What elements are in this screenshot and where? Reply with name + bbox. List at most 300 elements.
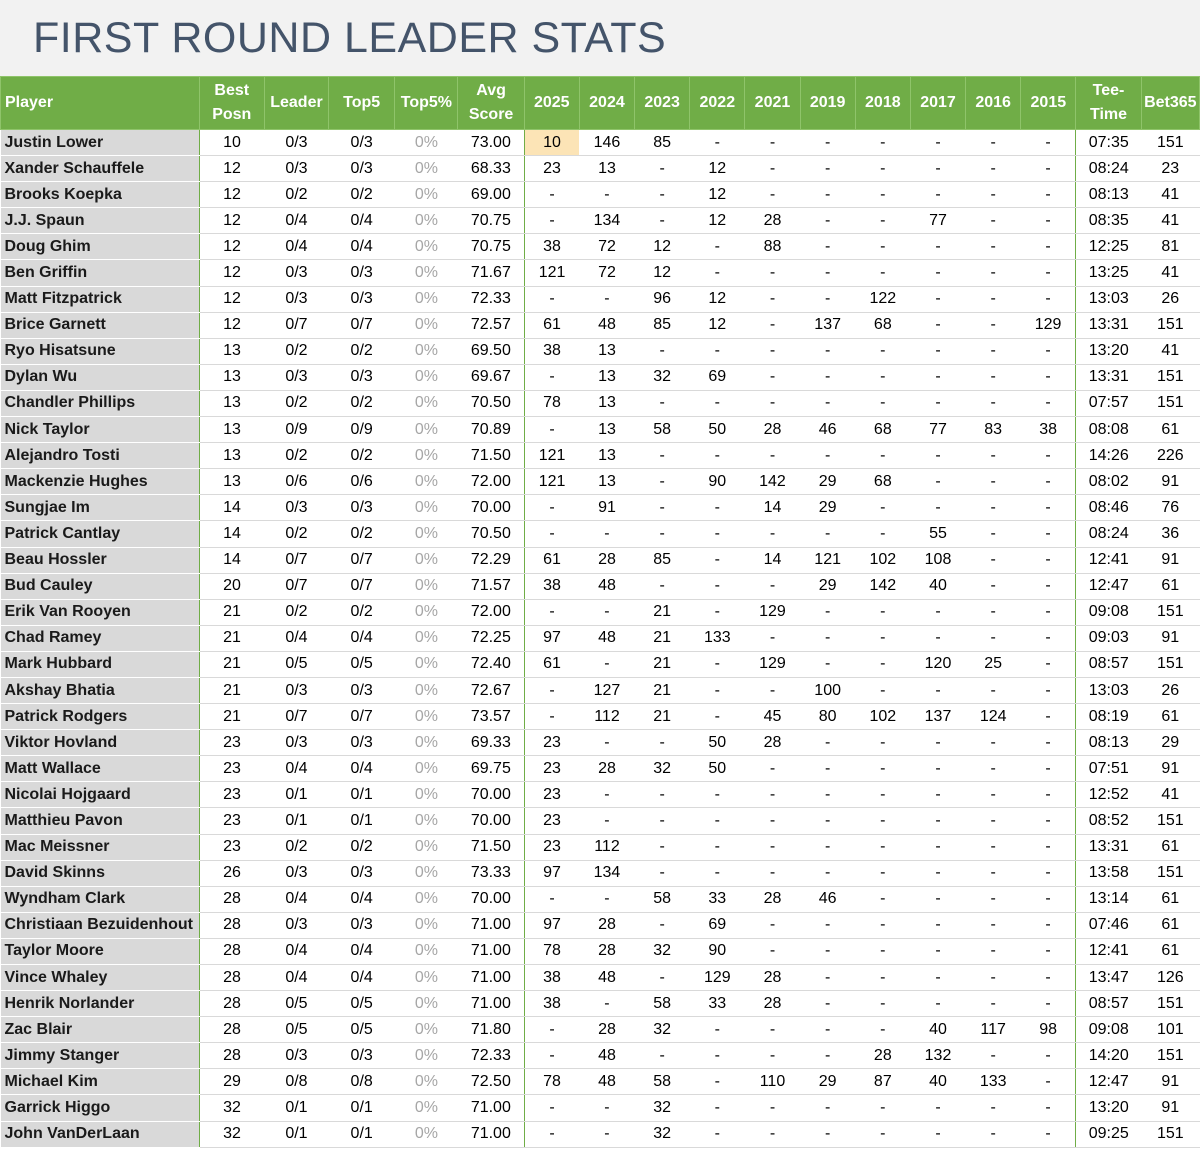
cell-y2019: - — [800, 651, 855, 677]
cell-player[interactable]: Henrik Norlander — [1, 991, 200, 1017]
cell-y2016: - — [966, 677, 1021, 703]
cell-y2015: - — [1021, 469, 1076, 495]
cell-y2021: - — [745, 573, 800, 599]
cell-y2016: - — [966, 260, 1021, 286]
cell-avg-score: 73.57 — [458, 704, 524, 730]
cell-best-posn: 12 — [199, 208, 264, 234]
cell-leader: 0/5 — [264, 651, 328, 677]
cell-y2018: 28 — [855, 1043, 910, 1069]
cell-player[interactable]: Matt Wallace — [1, 756, 200, 782]
cell-y2019: 80 — [800, 704, 855, 730]
cell-y2024: - — [579, 782, 634, 808]
cell-player[interactable]: Nick Taylor — [1, 417, 200, 443]
cell-avg-score: 72.57 — [458, 312, 524, 338]
cell-best-posn: 28 — [199, 912, 264, 938]
cell-y2015: - — [1021, 234, 1076, 260]
cell-avg-score: 71.80 — [458, 1017, 524, 1043]
cell-tee-time: 09:08 — [1076, 599, 1141, 625]
cell-y2016: 124 — [966, 704, 1021, 730]
cell-top5: 0/7 — [329, 573, 395, 599]
cell-y2025: - — [524, 521, 579, 547]
cell-player[interactable]: Brooks Koepka — [1, 182, 200, 208]
cell-y2025: - — [524, 286, 579, 312]
cell-y2025: - — [524, 1017, 579, 1043]
cell-tee-time: 08:13 — [1076, 182, 1141, 208]
cell-y2017: 40 — [910, 573, 965, 599]
cell-y2018: - — [855, 130, 910, 156]
cell-avg-score: 71.00 — [458, 1121, 524, 1147]
cell-y2018: - — [855, 208, 910, 234]
cell-best-posn: 23 — [199, 808, 264, 834]
cell-player[interactable]: Xander Schauffele — [1, 156, 200, 182]
cell-y2024: 13 — [579, 469, 634, 495]
cell-player[interactable]: Dylan Wu — [1, 364, 200, 390]
cell-y2023: - — [635, 390, 690, 416]
cell-tee-time: 08:35 — [1076, 208, 1141, 234]
header-2018[interactable]: 2018 — [855, 77, 910, 130]
cell-player[interactable]: Akshay Bhatia — [1, 677, 200, 703]
cell-y2019: - — [800, 1121, 855, 1147]
cell-y2024: - — [579, 599, 634, 625]
cell-y2016: - — [966, 208, 1021, 234]
cell-y2025: 61 — [524, 651, 579, 677]
cell-y2022: 129 — [690, 965, 745, 991]
cell-top5-pct: 0% — [395, 338, 458, 364]
cell-y2019: - — [800, 782, 855, 808]
cell-tee-time: 13:20 — [1076, 1095, 1141, 1121]
cell-top5-pct: 0% — [395, 234, 458, 260]
cell-y2015: - — [1021, 156, 1076, 182]
cell-player[interactable]: Taylor Moore — [1, 938, 200, 964]
cell-y2017: - — [910, 756, 965, 782]
header-top5-pct[interactable]: Top5% — [395, 77, 458, 130]
cell-player[interactable]: Michael Kim — [1, 1069, 200, 1095]
header-2015[interactable]: 2015 — [1021, 77, 1076, 130]
cell-player[interactable]: Nicolai Hojgaard — [1, 782, 200, 808]
cell-y2015: - — [1021, 677, 1076, 703]
cell-tee-time: 12:47 — [1076, 1069, 1141, 1095]
cell-y2017: - — [910, 390, 965, 416]
cell-y2025: 23 — [524, 808, 579, 834]
cell-y2021: - — [745, 1121, 800, 1147]
cell-leader: 0/7 — [264, 547, 328, 573]
table-row — [1, 547, 1200, 573]
header-top5[interactable]: Top5 — [329, 77, 395, 130]
cell-y2025: - — [524, 704, 579, 730]
cell-y2025: 23 — [524, 782, 579, 808]
cell-avg-score: 72.29 — [458, 547, 524, 573]
cell-y2024: 28 — [579, 547, 634, 573]
cell-y2017: - — [910, 338, 965, 364]
header-best-posn-line1: Best — [214, 82, 250, 99]
header-row — [1, 77, 1200, 130]
cell-tee-time: 12:41 — [1076, 547, 1141, 573]
cell-y2024: - — [579, 1095, 634, 1121]
cell-top5: 0/3 — [329, 495, 395, 521]
cell-y2024: 112 — [579, 704, 634, 730]
cell-y2025: - — [524, 495, 579, 521]
cell-y2015: - — [1021, 860, 1076, 886]
cell-tee-time: 08:57 — [1076, 991, 1141, 1017]
cell-tee-time: 13:31 — [1076, 312, 1141, 338]
cell-y2023: 12 — [635, 234, 690, 260]
cell-best-posn: 21 — [199, 625, 264, 651]
cell-y2023: - — [635, 1043, 690, 1069]
cell-avg-score: 72.33 — [458, 1043, 524, 1069]
cell-player[interactable]: Ryo Hisatsune — [1, 338, 200, 364]
cell-top5: 0/7 — [329, 547, 395, 573]
cell-y2024: 13 — [579, 443, 634, 469]
cell-y2015: - — [1021, 599, 1076, 625]
cell-player[interactable]: Christiaan Bezuidenhout — [1, 912, 200, 938]
cell-y2019: - — [800, 156, 855, 182]
header-2025[interactable]: 2025 — [524, 77, 579, 130]
cell-avg-score: 70.00 — [458, 808, 524, 834]
cell-leader: 0/3 — [264, 260, 328, 286]
cell-y2015: - — [1021, 1095, 1076, 1121]
cell-y2015: 38 — [1021, 417, 1076, 443]
cell-y2023: - — [635, 965, 690, 991]
cell-top5-pct: 0% — [395, 469, 458, 495]
cell-top5-pct: 0% — [395, 573, 458, 599]
cell-y2025: 23 — [524, 730, 579, 756]
cell-y2017: - — [910, 730, 965, 756]
cell-y2018: - — [855, 234, 910, 260]
table-row — [1, 443, 1200, 469]
cell-y2023: 21 — [635, 704, 690, 730]
cell-top5-pct: 0% — [395, 599, 458, 625]
cell-y2017: 120 — [910, 651, 965, 677]
cell-y2021: - — [745, 364, 800, 390]
cell-y2025: 61 — [524, 547, 579, 573]
cell-y2015: - — [1021, 1121, 1076, 1147]
cell-y2024: 28 — [579, 756, 634, 782]
header-2021[interactable]: 2021 — [745, 77, 800, 130]
cell-top5: 0/2 — [329, 599, 395, 625]
cell-y2024: 146 — [579, 130, 634, 156]
cell-player[interactable]: Beau Hossler — [1, 547, 200, 573]
cell-y2018: 68 — [855, 417, 910, 443]
table-row — [1, 782, 1200, 808]
cell-leader: 0/3 — [264, 860, 328, 886]
cell-avg-score: 70.50 — [458, 390, 524, 416]
cell-y2022: - — [690, 390, 745, 416]
cell-y2019: - — [800, 1017, 855, 1043]
cell-y2022: - — [690, 573, 745, 599]
cell-best-posn: 12 — [199, 182, 264, 208]
cell-player[interactable]: Vince Whaley — [1, 965, 200, 991]
table-row — [1, 730, 1200, 756]
cell-y2017: - — [910, 286, 965, 312]
cell-player[interactable]: Matthieu Pavon — [1, 808, 200, 834]
cell-y2018: - — [855, 156, 910, 182]
cell-player[interactable]: David Skinns — [1, 860, 200, 886]
cell-tee-time: 12:52 — [1076, 782, 1141, 808]
header-2019[interactable]: 2019 — [800, 77, 855, 130]
cell-player[interactable]: Patrick Cantlay — [1, 521, 200, 547]
cell-top5: 0/2 — [329, 182, 395, 208]
cell-player[interactable]: Wyndham Clark — [1, 886, 200, 912]
cell-leader: 0/2 — [264, 390, 328, 416]
cell-y2025: - — [524, 417, 579, 443]
cell-y2018: - — [855, 730, 910, 756]
cell-y2017: 137 — [910, 704, 965, 730]
cell-y2025: 38 — [524, 338, 579, 364]
header-avg-score[interactable] — [458, 77, 524, 130]
cell-bet365: 91 — [1141, 625, 1199, 651]
cell-best-posn: 28 — [199, 1043, 264, 1069]
cell-y2023: - — [635, 912, 690, 938]
cell-y2024: 72 — [579, 234, 634, 260]
cell-player[interactable]: Brice Garnett — [1, 312, 200, 338]
cell-y2022: - — [690, 860, 745, 886]
cell-bet365: 61 — [1141, 886, 1199, 912]
cell-y2018: - — [855, 965, 910, 991]
cell-y2019: 46 — [800, 886, 855, 912]
cell-y2024: - — [579, 808, 634, 834]
cell-player[interactable]: Ben Griffin — [1, 260, 200, 286]
cell-player[interactable]: Chandler Phillips — [1, 390, 200, 416]
cell-y2023: - — [635, 573, 690, 599]
cell-y2025: 61 — [524, 312, 579, 338]
cell-avg-score: 70.00 — [458, 782, 524, 808]
cell-player[interactable]: Viktor Hovland — [1, 730, 200, 756]
header-2024[interactable]: 2024 — [579, 77, 634, 130]
cell-y2017: - — [910, 443, 965, 469]
cell-y2024: 13 — [579, 364, 634, 390]
cell-player[interactable]: Patrick Rodgers — [1, 704, 200, 730]
header-leader[interactable]: Leader — [264, 77, 328, 130]
cell-avg-score: 68.33 — [458, 156, 524, 182]
cell-y2024: 13 — [579, 417, 634, 443]
cell-y2017: 77 — [910, 417, 965, 443]
cell-player[interactable]: Bud Cauley — [1, 573, 200, 599]
cell-y2018: 142 — [855, 573, 910, 599]
cell-y2016: - — [966, 808, 1021, 834]
cell-y2022: - — [690, 1095, 745, 1121]
header-player[interactable]: Player — [1, 77, 200, 130]
cell-y2018: - — [855, 886, 910, 912]
cell-y2019: - — [800, 182, 855, 208]
cell-player[interactable]: Justin Lower — [1, 130, 200, 156]
header-2017[interactable]: 2017 — [910, 77, 965, 130]
cell-y2018: - — [855, 651, 910, 677]
cell-player[interactable]: Sungjae Im — [1, 495, 200, 521]
cell-y2024: 13 — [579, 156, 634, 182]
cell-y2023: 21 — [635, 677, 690, 703]
header-2022[interactable]: 2022 — [690, 77, 745, 130]
cell-y2016: 117 — [966, 1017, 1021, 1043]
cell-avg-score: 69.33 — [458, 730, 524, 756]
cell-y2019: 100 — [800, 677, 855, 703]
header-bet365[interactable]: Bet365 — [1141, 77, 1199, 130]
cell-y2017: - — [910, 808, 965, 834]
cell-top5: 0/4 — [329, 965, 395, 991]
cell-top5: 0/3 — [329, 260, 395, 286]
cell-avg-score: 69.75 — [458, 756, 524, 782]
cell-top5-pct: 0% — [395, 312, 458, 338]
cell-top5-pct: 0% — [395, 1095, 458, 1121]
table-row — [1, 364, 1200, 390]
cell-y2025: 121 — [524, 443, 579, 469]
header-2016[interactable]: 2016 — [966, 77, 1021, 130]
cell-y2025: - — [524, 677, 579, 703]
cell-y2018: - — [855, 599, 910, 625]
cell-y2017: 40 — [910, 1069, 965, 1095]
cell-player[interactable]: Mackenzie Hughes — [1, 469, 200, 495]
cell-y2015: - — [1021, 573, 1076, 599]
cell-leader: 0/5 — [264, 1017, 328, 1043]
table-row — [1, 625, 1200, 651]
cell-y2022: - — [690, 1043, 745, 1069]
cell-top5-pct: 0% — [395, 704, 458, 730]
cell-y2023: 32 — [635, 756, 690, 782]
cell-player[interactable]: Alejandro Tosti — [1, 443, 200, 469]
header-best-posn[interactable] — [199, 77, 264, 130]
cell-y2025: 38 — [524, 573, 579, 599]
cell-top5-pct: 0% — [395, 1017, 458, 1043]
cell-y2024: 72 — [579, 260, 634, 286]
cell-player[interactable]: John VanDerLaan — [1, 1121, 200, 1147]
cell-player[interactable]: Matt Fitzpatrick — [1, 286, 200, 312]
cell-bet365: 61 — [1141, 573, 1199, 599]
cell-tee-time: 07:35 — [1076, 130, 1141, 156]
cell-avg-score: 72.40 — [458, 651, 524, 677]
table-row — [1, 338, 1200, 364]
cell-y2024: 48 — [579, 312, 634, 338]
cell-y2017: - — [910, 156, 965, 182]
cell-y2017: - — [910, 260, 965, 286]
cell-best-posn: 12 — [199, 234, 264, 260]
cell-y2016: - — [966, 965, 1021, 991]
cell-avg-score: 70.75 — [458, 208, 524, 234]
cell-bet365: 151 — [1141, 130, 1199, 156]
cell-y2025: - — [524, 364, 579, 390]
cell-y2018: 102 — [855, 704, 910, 730]
cell-player[interactable]: Mac Meissner — [1, 834, 200, 860]
table-row — [1, 599, 1200, 625]
cell-bet365: 91 — [1141, 469, 1199, 495]
cell-y2021: 129 — [745, 651, 800, 677]
cell-y2025: 97 — [524, 625, 579, 651]
cell-y2021: - — [745, 390, 800, 416]
cell-player[interactable]: J.J. Spaun — [1, 208, 200, 234]
cell-y2019: - — [800, 860, 855, 886]
cell-y2017: 77 — [910, 208, 965, 234]
cell-leader: 0/3 — [264, 130, 328, 156]
table-row — [1, 156, 1200, 182]
cell-y2024: 13 — [579, 390, 634, 416]
cell-y2025: 38 — [524, 965, 579, 991]
cell-y2017: - — [910, 782, 965, 808]
cell-y2016: - — [966, 1095, 1021, 1121]
cell-best-posn: 32 — [199, 1121, 264, 1147]
cell-y2021: 129 — [745, 599, 800, 625]
cell-y2025: - — [524, 886, 579, 912]
cell-y2016: 133 — [966, 1069, 1021, 1095]
cell-leader: 0/2 — [264, 182, 328, 208]
page-title: FIRST ROUND LEADER STATS — [33, 14, 667, 62]
cell-player[interactable]: Zac Blair — [1, 1017, 200, 1043]
cell-y2021: - — [745, 756, 800, 782]
cell-y2019: - — [800, 338, 855, 364]
cell-y2022: 12 — [690, 312, 745, 338]
cell-top5-pct: 0% — [395, 625, 458, 651]
cell-y2023: 21 — [635, 625, 690, 651]
cell-avg-score: 71.50 — [458, 443, 524, 469]
cell-avg-score: 71.00 — [458, 938, 524, 964]
cell-bet365: 61 — [1141, 704, 1199, 730]
cell-best-posn: 28 — [199, 965, 264, 991]
table-row — [1, 677, 1200, 703]
cell-bet365: 76 — [1141, 495, 1199, 521]
cell-top5: 0/4 — [329, 208, 395, 234]
cell-leader: 0/4 — [264, 965, 328, 991]
cell-bet365: 23 — [1141, 156, 1199, 182]
cell-best-posn: 21 — [199, 651, 264, 677]
cell-leader: 0/2 — [264, 521, 328, 547]
cell-bet365: 29 — [1141, 730, 1199, 756]
cell-y2015: - — [1021, 912, 1076, 938]
cell-y2021: - — [745, 1043, 800, 1069]
cell-player[interactable]: Chad Ramey — [1, 625, 200, 651]
cell-best-posn: 13 — [199, 469, 264, 495]
cell-y2023: - — [635, 156, 690, 182]
cell-leader: 0/4 — [264, 208, 328, 234]
cell-y2015: - — [1021, 938, 1076, 964]
cell-top5: 0/2 — [329, 443, 395, 469]
cell-y2019: - — [800, 1043, 855, 1069]
cell-player[interactable]: Mark Hubbard — [1, 651, 200, 677]
cell-y2022: - — [690, 1121, 745, 1147]
cell-tee-time: 08:52 — [1076, 808, 1141, 834]
cell-y2016: - — [966, 1121, 1021, 1147]
cell-player[interactable]: Garrick Higgo — [1, 1095, 200, 1121]
cell-y2016: - — [966, 364, 1021, 390]
cell-y2018: - — [855, 625, 910, 651]
cell-leader: 0/9 — [264, 417, 328, 443]
cell-y2018: 68 — [855, 312, 910, 338]
cell-top5: 0/2 — [329, 834, 395, 860]
cell-leader: 0/3 — [264, 364, 328, 390]
cell-tee-time: 08:02 — [1076, 469, 1141, 495]
cell-y2023: - — [635, 834, 690, 860]
cell-y2019: - — [800, 130, 855, 156]
cell-y2017: - — [910, 1121, 965, 1147]
cell-leader: 0/2 — [264, 338, 328, 364]
cell-best-posn: 13 — [199, 443, 264, 469]
cell-player[interactable]: Jimmy Stanger — [1, 1043, 200, 1069]
cell-leader: 0/4 — [264, 234, 328, 260]
cell-leader: 0/1 — [264, 808, 328, 834]
cell-y2017: - — [910, 991, 965, 1017]
cell-y2023: - — [635, 495, 690, 521]
cell-y2021: 28 — [745, 991, 800, 1017]
header-tee-time[interactable] — [1076, 77, 1141, 130]
cell-y2022: - — [690, 704, 745, 730]
cell-player[interactable]: Doug Ghim — [1, 234, 200, 260]
cell-top5: 0/5 — [329, 991, 395, 1017]
table-row — [1, 1121, 1200, 1147]
cell-top5: 0/8 — [329, 1069, 395, 1095]
cell-y2022: - — [690, 547, 745, 573]
header-2023[interactable]: 2023 — [635, 77, 690, 130]
cell-avg-score: 72.33 — [458, 286, 524, 312]
table-row — [1, 208, 1200, 234]
cell-player[interactable]: Erik Van Rooyen — [1, 599, 200, 625]
table-row — [1, 234, 1200, 260]
cell-y2016: - — [966, 860, 1021, 886]
